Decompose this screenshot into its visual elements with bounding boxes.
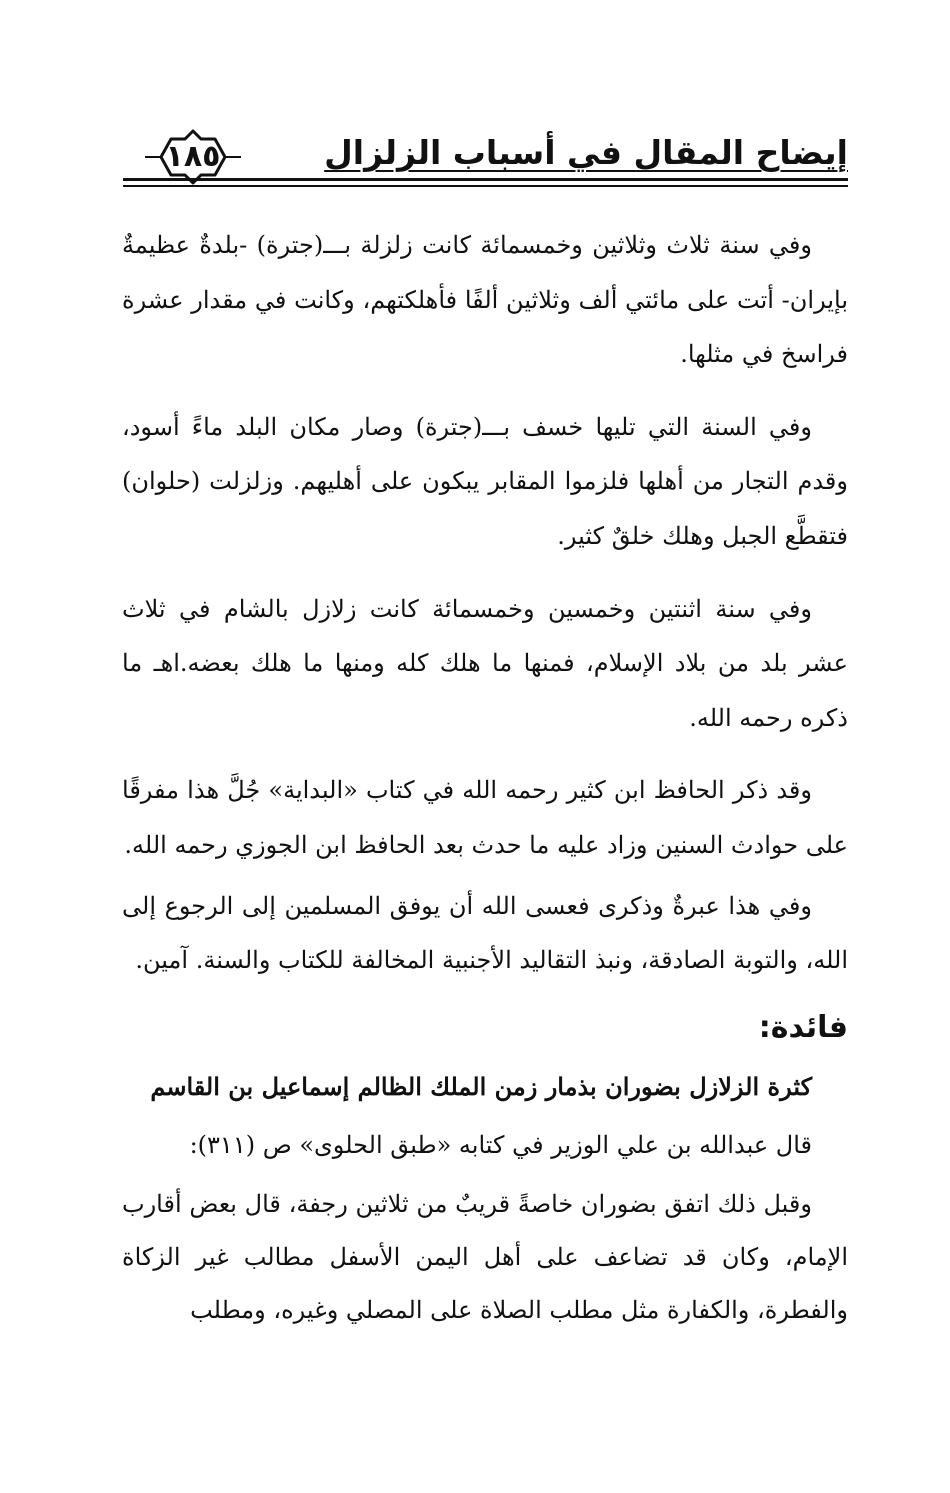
header-rule-thick bbox=[123, 178, 848, 181]
page-number: ١٨٥ bbox=[165, 139, 221, 174]
benefit-title-line: كثرة الزلازل بضوران بذمار زمن الملك الظالم إسماعيل بن القاسم bbox=[150, 1072, 812, 1101]
main-text bbox=[122, 218, 848, 1006]
paragraph: وفي السنة التي تليها خسف بـــ(جترة) وصار مكان البلد ماءً أسود، وقدم التجار من أهلها فلزموا المقابر يبكون على أهليهم. وزلزلت (حلوان) فتقطَّع الجبل وهلك خلقٌ كثير. bbox=[122, 412, 848, 550]
quote-intro: قال عبدالله بن علي الوزير في كتابه «طبق الحلوى» ص (٣١١): bbox=[189, 1131, 812, 1159]
running-title: إيضاح المقال في أسباب الزلزال bbox=[324, 133, 848, 172]
benefit-section bbox=[122, 1058, 848, 1337]
paragraph: وفي هذا عبرةٌ وذكرى فعسى الله أن يوفق المسلمين إلى الرجوع إلى الله، والتوبة الصادقة، ونبذ التقاليد الأجنبية المخالفة للكتاب والسنة. آمين. bbox=[122, 891, 848, 975]
page-header bbox=[123, 128, 848, 188]
paragraph: وفي سنة اثنتين وخمسين وخمسمائة كانت زلازل بالشام في ثلاث عشر بلد من بلاد الإسلام، فمنها ما هلك كله ومنها ما هلك بعضه.اهـ ما ذكره رحمه الله. bbox=[122, 594, 849, 732]
header-rule-thin bbox=[123, 185, 848, 187]
paragraph: وفي سنة ثلاث وثلاثين وخمسمائة كانت زلزلة بـــ(جترة) -بلدةٌ عظيمةٌ بإيران- أتت على مائتي ألف وثلاثين ألفًا فأهلكتهم، وكانت في مقدار عشرة فراسخ في مثلها. bbox=[122, 231, 848, 369]
paragraph: وقد ذكر الحافظ ابن كثير رحمه الله في كتاب «البداية» جُلَّ هذا مفرقًا على حوادث السنين وزاد عليه ما حدث بعد الحافظ ابن الجوزي رحمه الله. bbox=[122, 776, 848, 859]
benefit-heading: فائدة: bbox=[758, 1010, 848, 1045]
benefit-paragraph: وقبل ذلك اتفق بضوران خاصةً قريبٌ من ثلاثين رجفة، قال بعض أقارب الإمام، وكان قد تضاعف على أهل اليمن الأسفل مطالب غير الزكاة والفطرة، والكفارة مثل مطلب الصلاة على المصلي وغيره، ومطلب bbox=[122, 1190, 848, 1324]
